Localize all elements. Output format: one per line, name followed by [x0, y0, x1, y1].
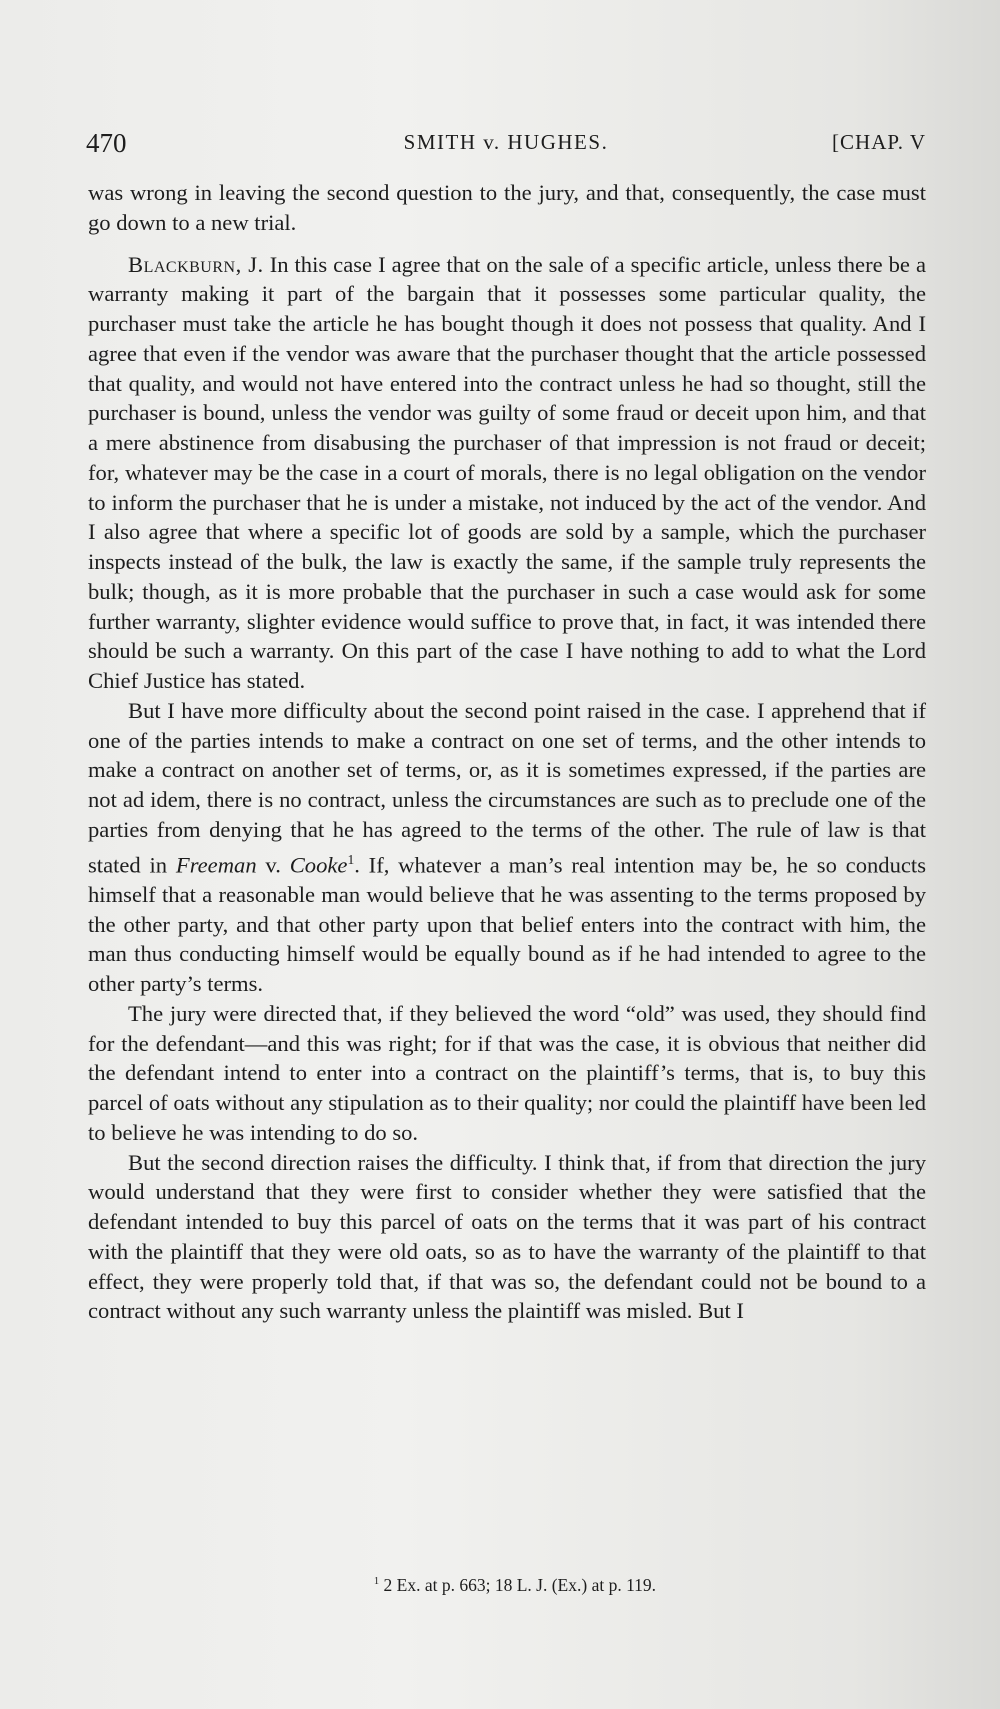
paragraph-text: The jury were directed that, if they believed the word “old” was used, they should find for the defendant—and this was right; for if that was the case, it is obvious that neither did the defendant intend to enter into a contract on the plaintiff’s terms, that is, to buy this parcel of oats without any stipulation as to their quality; nor could the plaintiff have been led to believe he was intending to do so.: [88, 1000, 926, 1145]
case-versus: v.: [256, 852, 290, 878]
paragraph-jury-direction: [88, 999, 926, 1148]
page-header: [86, 128, 926, 168]
footnote: [0, 1575, 1000, 1596]
paragraph-blackburn-opinion: [88, 250, 926, 696]
paragraph-text: But the second direction raises the difficulty. I think that, if from that direction the jury would understand that they were first to consider whether they were satisfied that the defendant intended to buy this parcel of oats on the terms that it was part of his contract with the plaintiff that they were old oats, so as to have the warranty of the plaintiff to that effect, they were properly told that, if that was so, the defendant could not be bound to a contract without any such warranty unless the plaintiff was misled. But I: [88, 1149, 926, 1324]
paragraph-text: In this case I agree that on the sale of a specific article, unless there be a warranty making it part of the bargain that it possesses some particular quality, the purchaser must take the article he has bought though it does not possess that quality. And I agree that even if the vendor was aware that the purchaser thought that the article possessed that quality, and would not have entered into the contract unless he had so thought, still the purchaser is bound, unless the vendor was guilty of some fraud or deceit upon him, and that a mere abstinence from disabusing the purchaser of that impression is not fraud or deceit; for, whatever may be the case in a court of morals, there is no legal obligation on the vendor to inform the purchaser that he is under a mistake, not induced by the act of the vendor. And I also agree that where a specific lot of goods are sold by a sample, which the purchaser inspects instead of the bulk, the law is exactly the same, if the sample truly represents the bulk; though, as it is more probable that the purchaser in such a case would ask for some further warranty, slighter evidence would suffice to prove that, in fact, it was intended there should be such a warranty. On this part of the case I have nothing to add to what the Lord Chief Justice has stated.: [88, 251, 926, 693]
running-title: SMITH v. HUGHES.: [403, 130, 609, 154]
footnote-marker: 1: [373, 1576, 380, 1588]
judge-name: Blackburn, J.: [128, 251, 264, 277]
page-number: 470: [86, 128, 127, 158]
page-body: [88, 178, 926, 1326]
paragraph-text: . If, whatever a man’s real intention may be, he so conducts himself that a reasonable man would believe that he was assenting to the terms proposed by the other party, and that other party upon that belief enters into the contract with him, the man thus conducting himself would be equally bound as if he had intended to agree to the other party’s terms.: [88, 852, 926, 997]
paragraph-text: But I have more difficulty about the second point raised in the case. I apprehend that if one of the parties intends to make a contract on one set of terms, and the other intends to make a contract on another set of terms, or, as it is sometimes expressed, if the parties are not ad idem, there is no contract, unless the circumstances are such as to preclude one of the parties from denying that he has agreed to the terms of the other. The rule of law is that stated in: [88, 697, 926, 878]
footnote-reference: 1: [347, 851, 355, 867]
footnote-text: 2 Ex. at p. 663; 18 L. J. (Ex.) at p. 119.: [379, 1575, 657, 1595]
paragraph-continued: [88, 178, 926, 238]
paragraph-second-point: [88, 696, 926, 999]
paragraph-text: was wrong in leaving the second question to the jury, and that, consequently, the case must go down to a new trial.: [88, 180, 926, 235]
case-name: Cooke: [289, 852, 348, 878]
paragraph-second-direction: [88, 1148, 926, 1327]
chapter-label: [CHAP. V: [832, 130, 926, 154]
case-name: Freeman: [175, 852, 257, 878]
